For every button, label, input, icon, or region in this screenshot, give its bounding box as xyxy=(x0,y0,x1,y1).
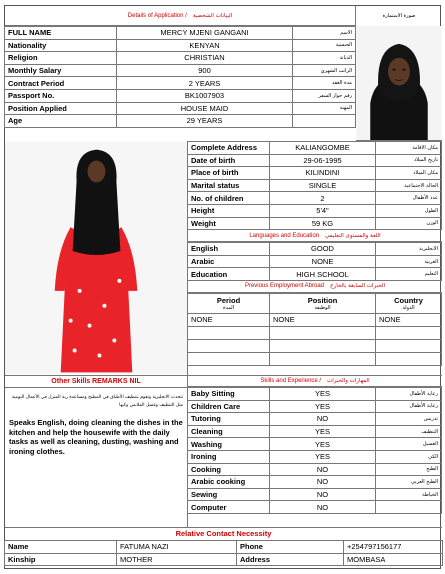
details-value: 29-06-1995 xyxy=(270,154,376,167)
employment-title: Previous Employment Abroad xyxy=(244,283,325,290)
personal-value: 2 YEARS xyxy=(117,77,293,90)
personal-label: Nationality xyxy=(5,39,117,52)
employment-empty-cell xyxy=(270,326,376,339)
details-row xyxy=(188,179,442,192)
details-label-ar: الطول xyxy=(376,204,442,217)
skill-value: NO xyxy=(270,501,376,514)
details-row xyxy=(188,142,442,155)
skill-label: Arabic cooking xyxy=(188,476,270,489)
personal-value: CHRISTIAN xyxy=(117,52,293,65)
relative-kinship-label: Kinship xyxy=(5,553,117,566)
relative-address-value: MOMBASA xyxy=(344,553,443,566)
personal-row xyxy=(5,89,356,102)
employment-empty-cell xyxy=(188,352,270,365)
relative-contact-title: Relative Contact Necessity xyxy=(5,527,442,540)
details-value: 59 KG xyxy=(270,217,376,230)
full-body-photo xyxy=(5,141,188,375)
personal-value: MERCY MJENI GANGANI xyxy=(117,27,293,40)
details-label: Height xyxy=(188,204,270,217)
details-value: KILINDINI xyxy=(270,167,376,180)
details-label-ar: الوزن xyxy=(376,217,442,230)
details-value: 2 xyxy=(270,192,376,205)
personal-label-ar: الراتب الشهري xyxy=(293,64,356,77)
details-label-ar: الحالة الاجتماعية xyxy=(376,179,442,192)
portrait-photo-image xyxy=(356,26,442,140)
personal-label-ar: الاسم xyxy=(293,27,356,40)
languages-header xyxy=(188,230,442,242)
personal-row xyxy=(5,115,356,128)
language-label: English xyxy=(188,243,270,256)
personal-value: 29 YEARS xyxy=(117,115,293,128)
skill-row xyxy=(188,388,442,401)
header-title: Details of Application / xyxy=(127,12,187,19)
skill-label-ar: الطبخ xyxy=(376,463,442,476)
employment-empty-cell xyxy=(376,326,442,339)
skill-value: NO xyxy=(270,413,376,426)
details-row xyxy=(188,204,442,217)
employment-empty-cell xyxy=(376,352,442,365)
employment-empty-cell xyxy=(270,339,376,352)
languages-title: Languages and Education xyxy=(249,232,320,239)
skill-row xyxy=(188,400,442,413)
employment-empty-cell xyxy=(188,326,270,339)
skills-title-ar: المهارات والخبرات xyxy=(327,378,370,384)
full-body-photo-image xyxy=(5,141,187,375)
details-row xyxy=(188,154,442,167)
skill-label-ar: الكي xyxy=(376,450,442,463)
details-table xyxy=(187,141,442,230)
details-label: Place of birth xyxy=(188,167,270,180)
employment-empty-row xyxy=(188,352,442,365)
details-label: Weight xyxy=(188,217,270,230)
employment-empty-cell xyxy=(188,339,270,352)
language-label-ar: الانجليزية xyxy=(376,243,442,256)
relative-kinship-value: MOTHER xyxy=(117,553,237,566)
details-label-ar: عدد الأطفال xyxy=(376,192,442,205)
relative-phone-value: +254797156177 xyxy=(344,541,443,554)
relative-name-value: FATUMA NAZI xyxy=(117,541,237,554)
skill-label-ar: رعاية الأطفال xyxy=(376,400,442,413)
personal-value: 900 xyxy=(117,64,293,77)
right-column xyxy=(188,141,442,366)
skill-label: Sewing xyxy=(188,488,270,501)
skill-label: Children Care xyxy=(188,400,270,413)
personal-value: BK1007903 xyxy=(117,89,293,102)
skill-value: YES xyxy=(270,388,376,401)
employment-cell: NONE xyxy=(270,313,376,326)
skill-row xyxy=(188,488,442,501)
skill-label-ar: الغسيل xyxy=(376,438,442,451)
language-label-ar: العربية xyxy=(376,255,442,268)
language-value: NONE xyxy=(270,255,376,268)
skill-row xyxy=(188,463,442,476)
language-value: GOOD xyxy=(270,243,376,256)
skill-label: Tutoring xyxy=(188,413,270,426)
details-row xyxy=(188,192,442,205)
skill-value: YES xyxy=(270,400,376,413)
other-skills-text: Speaks English, doing cleaning the dishes in the kitchen and help the housewife with the daily tasks as well as cleaning, dusting, washing and ironing clothes. xyxy=(9,418,183,456)
language-label: Arabic xyxy=(188,255,270,268)
other-skills-title: Other Skills REMARKS NIL xyxy=(5,376,187,388)
skill-value: NO xyxy=(270,463,376,476)
employment-table xyxy=(187,293,442,366)
details-value: SINGLE xyxy=(270,179,376,192)
skill-label-ar: التنظيف xyxy=(376,425,442,438)
personal-row xyxy=(5,39,356,52)
languages-table xyxy=(187,242,442,281)
other-skills-ar-note: تتحدث الانجليزية وتقوم بتنظيف الأطباق في المطبخ ومساعدة ربة المنزل في الأعمال اليومية مثل التنظيف وغسل الملابس وكيها xyxy=(11,395,183,408)
header-title-ar: البيانات الشخصية xyxy=(192,12,233,19)
relative-phone-label: Phone xyxy=(237,541,344,554)
employment-row xyxy=(188,313,442,326)
employment-title-ar: الخبرات السابقة بالخارج xyxy=(330,283,386,290)
employment-col-period: Period المدة xyxy=(188,293,270,313)
skill-value: NO xyxy=(270,488,376,501)
employment-col-position: Position الوظيفة xyxy=(270,293,376,313)
personal-label: Position Applied xyxy=(5,102,117,115)
employment-empty-row xyxy=(188,326,442,339)
details-row xyxy=(188,217,442,230)
skill-value: YES xyxy=(270,438,376,451)
photo-caption-ar: صورة الاستمارة xyxy=(382,13,416,19)
details-label: Marital status xyxy=(188,179,270,192)
employment-cell: NONE xyxy=(376,313,442,326)
personal-label: Age xyxy=(5,115,117,128)
skill-row xyxy=(188,413,442,426)
personal-value: HOUSE MAID xyxy=(117,102,293,115)
skill-label-ar: رعاية الأطفال xyxy=(376,388,442,401)
personal-row xyxy=(5,27,356,40)
employment-empty-cell xyxy=(270,352,376,365)
personal-row xyxy=(5,77,356,90)
employment-header xyxy=(188,281,442,293)
details-label-ar: مكان الميلاد xyxy=(376,167,442,180)
personal-label-ar: المهنة xyxy=(293,102,356,115)
other-skills-panel xyxy=(5,375,188,527)
skills-table xyxy=(187,387,442,514)
skill-label-ar: الطبخ العربي xyxy=(376,476,442,489)
skill-row xyxy=(188,438,442,451)
skill-label: Washing xyxy=(188,438,270,451)
personal-label: Contract Period xyxy=(5,77,117,90)
employment-col-country: Country الدولة xyxy=(376,293,442,313)
employment-empty-row xyxy=(188,339,442,352)
skills-header xyxy=(188,375,442,387)
application-details-header xyxy=(5,6,356,26)
language-label: Education xyxy=(188,268,270,281)
details-label: Date of birth xyxy=(188,154,270,167)
language-row xyxy=(188,255,442,268)
details-row xyxy=(188,167,442,180)
skill-value: NO xyxy=(270,476,376,489)
skill-label: Cooking xyxy=(188,463,270,476)
skill-value: YES xyxy=(270,425,376,438)
skill-row xyxy=(188,501,442,514)
relative-contact-table xyxy=(4,540,443,566)
portrait-photo xyxy=(356,26,442,141)
personal-row xyxy=(5,52,356,65)
personal-label-ar: رقم جواز السفر xyxy=(293,89,356,102)
skills-panel xyxy=(188,375,442,514)
employment-cell: NONE xyxy=(188,313,270,326)
skill-label: Ironing xyxy=(188,450,270,463)
language-value: HIGH SCHOOL xyxy=(270,268,376,281)
skill-label: Cleaning xyxy=(188,425,270,438)
skill-value: YES xyxy=(270,450,376,463)
personal-label: Religion xyxy=(5,52,117,65)
personal-label: Passport No. xyxy=(5,89,117,102)
personal-label: FULL NAME xyxy=(5,27,117,40)
personal-label: Monthly Salary xyxy=(5,64,117,77)
details-label-ar: مكان الاقامة xyxy=(376,142,442,155)
skill-label-ar: تدريس xyxy=(376,413,442,426)
languages-title-ar: اللغة والمستوى التعليمي xyxy=(325,232,381,239)
language-row xyxy=(188,243,442,256)
personal-label-ar: مدة العقد xyxy=(293,77,356,90)
details-value: 5'4" xyxy=(270,204,376,217)
language-label-ar: التعليم xyxy=(376,268,442,281)
relative-address-label: Address xyxy=(237,553,344,566)
skill-label-ar: الخياطة xyxy=(376,488,442,501)
skill-row xyxy=(188,425,442,438)
skill-row xyxy=(188,450,442,463)
personal-info-table xyxy=(4,26,356,128)
personal-row xyxy=(5,64,356,77)
details-label-ar: تاريخ الميلاد xyxy=(376,154,442,167)
language-row xyxy=(188,268,442,281)
personal-label-ar: الديانة xyxy=(293,52,356,65)
relative-name-label: Name xyxy=(5,541,117,554)
skill-label: Baby Sitting xyxy=(188,388,270,401)
application-form xyxy=(4,5,441,569)
details-label: Complete Address xyxy=(188,142,270,155)
personal-label-ar: الجنسية xyxy=(293,39,356,52)
personal-row xyxy=(5,102,356,115)
skills-title: Skills and Experience / xyxy=(260,378,322,384)
employment-empty-cell xyxy=(376,339,442,352)
details-label: No. of children xyxy=(188,192,270,205)
skill-label: Computer xyxy=(188,501,270,514)
details-value: KALIANGOMBE xyxy=(270,142,376,155)
skill-label-ar xyxy=(376,501,442,514)
personal-value: KENYAN xyxy=(117,39,293,52)
personal-label-ar xyxy=(293,115,356,128)
skill-row xyxy=(188,476,442,489)
